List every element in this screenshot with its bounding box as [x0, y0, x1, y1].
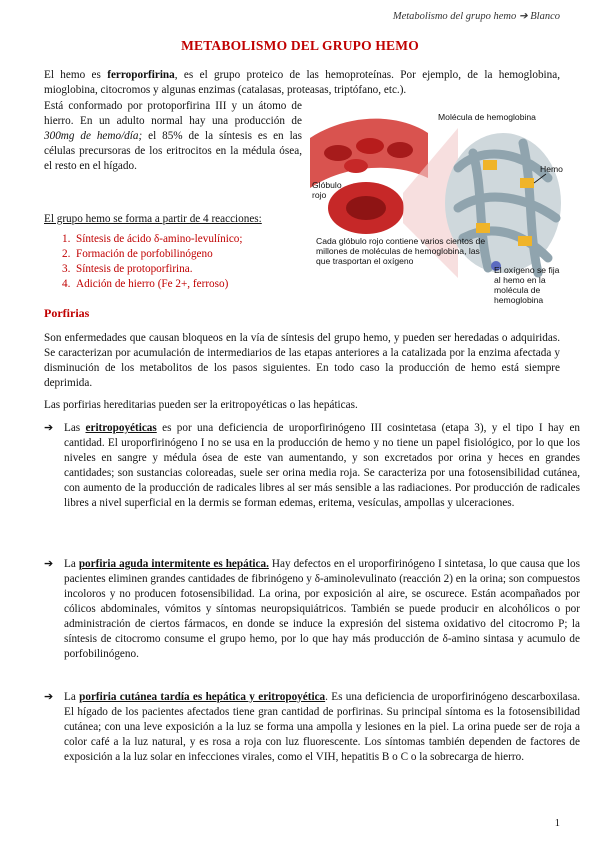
- list-item: 2. Formación de porfobilinógeno: [62, 248, 213, 260]
- hemo-group: [483, 160, 497, 170]
- hemo-label: Hemo: [540, 164, 563, 174]
- reactions-heading: El grupo hemo se forma a partir de 4 reacciones:: [44, 213, 262, 225]
- page-title: METABOLISMO DEL GRUPO HEMO: [181, 38, 419, 53]
- bullet-text: Las eritropoyéticas es por una deficiencia de uroporfirinógeno III cosintetasa (etapa 3), y el tipo I hay en cantidad. El uroporfirinógeno I no se usa en la producción de hemo y no tiene un papel fisiológico, por lo que los niveles en sangre y médula ósea de este van aumentando, y son excretados por orina y heces en grandes cantidades; son sustancias coloreadas, suele ser orina media roja. Se caracteriza por una fotosensibilidad cutánea, con aumento de la producción de radicales libres al ser más sensible a las radiaciones. Por producción de radicales libres a nivel superficial en la dermis se forman edemas, eritema, vesículas, ampollas y ulceraciones.: [64, 422, 581, 509]
- oxygen-caption: El oxígeno se fija al hemo en la molécula de hemoglobina: [494, 265, 560, 305]
- intro-paragraph-1: El hemo es ferroporfirina, es el grupo proteico de las hemoproteínas. Por ejemplo, de la hemoglobina, mioglobina, citocromos y algunas enzimas (catalasas, proteasas, triptófano, etc.).: [44, 69, 560, 96]
- cell-in-vessel: [356, 138, 384, 154]
- arrow-icon: ➔: [44, 558, 54, 570]
- section-porfirias: Porfirias: [44, 306, 90, 320]
- porfirias-paragraph: Son enfermedades que causan bloqueos en la vía de síntesis del grupo hemo, y pueden ser heredadas o adquiridas. Se caracterizan por acumulación de intermediarios de las etapas anteriores a la catalizada por la enzima afectada y disminución de los metabolitos de los pasos siguientes. En todo caso la producción de hemo está siempre deprimida.: [44, 332, 560, 389]
- bullet-text: La porfiria cutánea tardía es hepática y eritropoyética. Es una deficiencia de uroporfirinógeno descarboxilasa. El hígado de los pacientes afectados tiene gran cantidad de porfirinas. Su principal síntoma es la fotosensibilidad cutánea; con una leve exposición a la luz se forma una ampolla y lesiones en la piel. La orina puede ser de roja a color café a la luz natural, y es rosa a roja con luz fluorescente. Los síntomas también dependen de factores de exposición a la luz solar en infecciones virales, como el VIH, hepatitis B o C o la sobrecarga de hierro.: [64, 691, 580, 763]
- red-blood-cell-center: [346, 196, 386, 220]
- reactions-list: [62, 232, 243, 292]
- cell-caption: Cada glóbulo rojo contiene varios cientos de millones de moléculas de hemoglobina, las que trasportan el oxígeno: [316, 236, 486, 266]
- list-item: 4. Adición de hierro (Fe 2+, ferroso): [62, 278, 229, 290]
- list-item: 3. Síntesis de protoporfirina.: [62, 263, 193, 275]
- hemo-group: [520, 178, 534, 188]
- hemo-group: [476, 223, 490, 233]
- porfirias-types-paragraph: Las porfirias hereditarias pueden ser la eritropoyéticas o las hepáticas.: [44, 399, 358, 411]
- intro-paragraph-2: Está conformado por protoporfirina III y un átomo de hierro. En un adulto normal hay una producción de 300mg de hemo/día; el 85% de la síntesis es en las células precursoras de los eritrocitos en la médula ósea, el resto en el hígado.: [44, 100, 302, 172]
- globule-label: Glóbulo rojo: [312, 180, 342, 200]
- arrow-icon: ➔: [44, 691, 54, 703]
- page-number: 1: [554, 818, 560, 829]
- cell-in-vessel: [344, 159, 368, 173]
- bullet-text: La porfiria aguda intermitente es hepática. Hay defectos en el uroporfirinógeno I sintetasa, lo que causa que los pacientes eliminen grandes cantidades de fibrinógeno y δ-aminolevulinato (reacción 2) en la orina; son compuestos incoloros y no producen fotosensibilidad. La orina, por exposición al aire, se oscurece. Están acompañados por cólicos abdominales, vómitos y síntomas neuropsiquiátricos. También se puede producir en alcohólicos o por administración de ciertos fármacos, en donde se induce la expresión del sistema oxidativo del citocromo P; la síntesis de citocromo consume el grupo hemo, por lo que hay más producción de δ-amino sintasa y acumulo de porfobilinógeno.: [64, 558, 580, 660]
- molecule-label: Molécula de hemoglobina: [438, 112, 536, 122]
- hemo-group: [518, 236, 532, 246]
- arrow-icon: ➔: [44, 422, 54, 434]
- cell-in-vessel: [387, 142, 413, 158]
- list-item: 1. Síntesis de ácido δ-amino-levulínico;: [62, 233, 243, 245]
- cell-in-vessel: [324, 145, 352, 161]
- hemoglobin-figure: [308, 108, 566, 305]
- running-header: Metabolismo del grupo hemo ➔ Blanco: [392, 11, 560, 22]
